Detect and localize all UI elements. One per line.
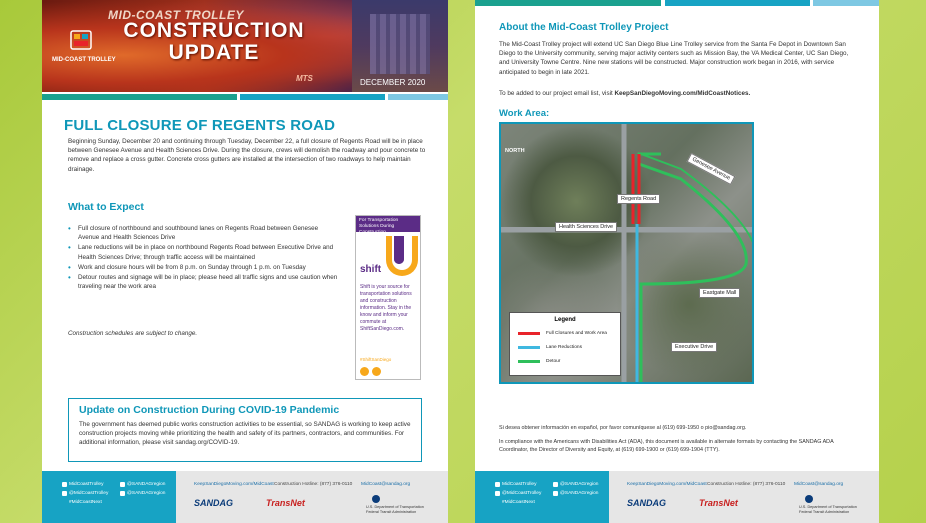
twitter-icon [62,491,67,496]
shift-social-icons [360,367,381,376]
hero-title-line1: CONSTRUCTION [123,19,305,42]
facebook-link[interactable]: MidCoastTrolley [62,482,103,487]
dot-seal-icon [372,495,380,503]
instagram-link[interactable]: @SANDAGregion [120,491,165,496]
shift-ad [355,215,421,380]
dot-text: U.S. Department of Transportation Federal Transit Administration [366,505,424,514]
instagram-icon [553,491,558,496]
work-area-heading: Work Area: [499,108,550,119]
list-item: • Lane reductions will be in place on northbound Regents Road between Executive Drive and Health Sciences Drive; through traffic access will be maintained [68,243,340,261]
work-area-map [499,122,754,384]
about-paragraph: The Mid-Coast Trolley project will extend UC San Diego Blue Line Trolley service from the Santa Fe Depot in Downtown San Diego to the University community, serving major activity centers such as Mission Bay, the VA Medical Center, UC San Diego, and University Towne Centre. Nine new stations will be constructed. Major construction work began in 2016, with service anticipated to begin in late 2021. [499,41,849,76]
twitter-icon [120,482,125,487]
newsletter-page-1 [42,0,448,523]
legend-item: Full Closures and Work Area [518,331,607,336]
hero-title [104,20,324,64]
trolley-logo-icon [70,30,92,50]
legend-swatch [518,332,540,335]
facebook-link[interactable]: MidCoastTrolley [495,482,536,487]
covid-text: The government has deemed public works construction activities to be essential, so SANDAG is working to keep active construction projects moving while prioritizing the health and safety of its partners, contractors, and communities. For additional information, please visit sandag.org/COVID-19. [79,421,411,447]
color-stripe [240,94,385,100]
newsletter-page-2 [475,0,879,523]
email-list-link[interactable]: KeepSanDiegoMoving.com/MidCoastNotices. [614,90,751,97]
hotline: Construction Hotline: (877) 376-0110 [274,482,353,487]
shift-banner: For Transportation Solutions During Construction [356,216,420,232]
covid-box [68,398,422,462]
email-link[interactable]: MidCoast@sandag.org [361,482,411,487]
twitter-link[interactable]: @MidCoastTrolley [62,491,108,496]
footer [475,471,879,523]
transnet-logo: TransNet [266,498,305,508]
legend-swatch [518,346,540,349]
intro-paragraph: Beginning Sunday, December 20 and continuing through Tuesday, December 22, a full closure of Regents Road will be in place between Genesee Avenue and Health Sciences Drive. During the closure, crews will demolish the roadway and pour concrete to remove and replace a cross gutter. Concrete cross gutters are installed at the intersection of two roadways to help maintain drainage. [68,138,426,173]
hotline: Construction Hotline: (877) 376-0110 [707,482,786,487]
hero-title-line2: UPDATE [168,41,260,64]
legend-item: Detour [518,359,560,364]
footer [42,471,448,523]
what-to-expect-heading: What to Expect [68,201,144,213]
hero-banner [42,0,448,92]
color-stripe [813,0,879,6]
color-stripe [388,94,448,100]
footer-contact [176,471,448,523]
facebook-icon [62,482,67,487]
list-item: • Detour routes and signage will be in place; please heed all traffic signs and use caution when traveling near the work area [68,273,340,291]
twitter-icon [553,482,558,487]
shift-hashtag: #ShiftSanDiego [360,357,392,362]
facebook-icon [360,367,369,376]
hashtag: #MidCoastNext [502,500,535,505]
transnet-logo: TransNet [699,498,738,508]
footer-social [42,471,176,523]
map-legend [509,312,621,376]
color-stripe [42,94,237,100]
shift-copy: Shift is your source for transportation solutions and construction information. Stay in the know and inform your commute at ShiftSanDiego.com. [360,284,412,332]
map-label-regents: Regents Road [617,194,660,204]
instagram-icon [120,491,125,496]
sandag-logo: SANDAG [627,498,667,508]
map-label-eastgate: Eastgate Mall [699,288,740,298]
website-link[interactable]: KeepSanDiegoMoving.com/MidCoast [194,482,274,487]
legend-item: Lane Reductions [518,345,582,350]
map-label-executive: Executive Drive [671,342,717,352]
legend-title: Legend [554,317,576,323]
map-label-genesee: Genesee Avenue [687,153,736,185]
legend-swatch [518,360,540,363]
sandag-logo: SANDAG [194,498,234,508]
north-arrow: NORTH [505,148,525,154]
expect-list [68,224,340,292]
email-link[interactable]: MidCoast@sandag.org [794,482,844,487]
hero-subtitle: MID-COAST TROLLEY [108,8,244,22]
facebook-icon [495,482,500,487]
shift-logo-icon [394,236,404,264]
instagram-link[interactable]: @SANDAGregion [120,482,165,487]
website-link[interactable]: KeepSanDiegoMoving.com/MidCoast [627,482,707,487]
schedule-note: Construction schedules are subject to change. [68,330,198,337]
twitter-icon [372,367,381,376]
about-heading: About the Mid-Coast Trolley Project [499,22,669,33]
email-paragraph: To be added to our project email list, visit KeepSanDiegoMoving.com/MidCoastNotices. [499,90,751,97]
twitter-link[interactable]: @MidCoastTrolley [495,491,541,496]
covid-heading: Update on Construction During COVID-19 Pandemic [79,404,340,416]
instagram-link[interactable]: @SANDAGregion [553,482,598,487]
instagram-link[interactable]: @SANDAGregion [553,491,598,496]
list-item: • Work and closure hours will be from 8 p.m. on Sunday through 1 p.m. on Tuesday [68,263,340,272]
hashtag: #MidCoastNext [69,500,102,505]
dot-text: U.S. Department of Transportation Federal Transit Administration [799,505,857,514]
color-stripe [475,0,661,6]
footer-contact [609,471,879,523]
footer-social [475,471,609,523]
map-label-health-sciences: Health Sciences Drive [555,222,617,232]
spanish-notice: Si desea obtener información en español, por favor comuníquese al (619) 699-1950 o pio@sandag.org. [499,425,747,431]
shift-wordmark: shift [360,264,382,275]
dot-seal-icon [805,495,813,503]
headline: FULL CLOSURE OF REGENTS ROAD [64,117,336,134]
twitter-icon [495,491,500,496]
mts-mark: MTS [296,74,313,83]
hero-logo-label: MID-COAST TROLLEY [52,57,116,63]
ada-notice: In compliance with the Americans with Disabilities Act (ADA), this document is available in alternate formats by contacting the SANDAG ADA Coordinator, the Director of Diversity and Equity, at (619) 699-1900 or (619) 699-1904 (TTY). [499,439,834,453]
color-stripe [665,0,810,6]
issue-date: DECEMBER 2020 [360,78,426,87]
list-item: • Full closure of northbound and southbound lanes on Regents Road between Genesee Avenue and Health Sciences Drive [68,224,340,242]
